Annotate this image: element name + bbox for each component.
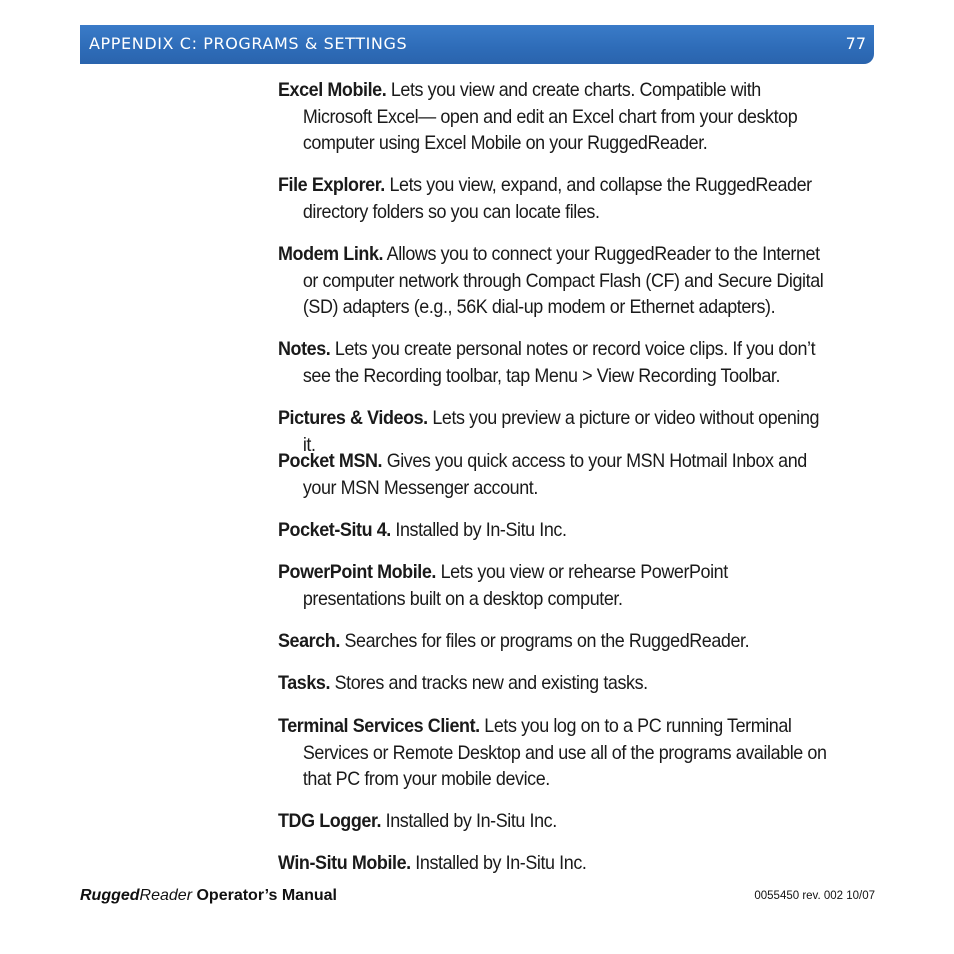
entry-text: Installed by In-Situ Inc.	[390, 519, 567, 541]
entry-term: Excel Mobile.	[278, 79, 387, 101]
entry-text: Installed by In-Situ Inc.	[381, 810, 557, 832]
page-header-title: APPENDIX C: PROGRAMS & SETTINGS	[89, 34, 408, 53]
entry-term: Tasks.	[278, 672, 331, 694]
entry-notes	[278, 336, 830, 389]
page-number: 77	[845, 34, 866, 53]
entry-term: Modem Link.	[278, 243, 384, 265]
footer-manual-label: Operator’s Manual	[192, 887, 337, 904]
entry-term: Pocket-Situ 4.	[278, 519, 391, 541]
entry-term: TDG Logger.	[278, 810, 382, 832]
entry-text: Searches for files or programs on the RuggedReader.	[339, 630, 750, 652]
entry-text: Lets you log on to a PC running Terminal Services or Remote Desktop and use all of the programs available on that PC from your mobile device.	[302, 715, 827, 790]
entry-term: Terminal Services Client.	[278, 715, 480, 737]
entry-term: Pictures & Videos.	[278, 407, 428, 429]
entry-excel-mobile	[278, 77, 830, 157]
entry-text: Gives you quick access to your MSN Hotmail Inbox and your MSN Messenger account.	[302, 450, 807, 499]
entry-term: Pocket MSN.	[278, 450, 383, 472]
entry-tasks	[278, 670, 830, 697]
entry-text: Allows you to connect your RuggedReader to the Internet or computer network through Compact Flash (CF) and Secure Digital (SD) adapters (e.g., 56K dial-up modem or Ethernet adapters).	[302, 243, 824, 318]
entry-text: Lets you preview a picture or video without opening it.	[302, 407, 820, 456]
footer-doc-ref: 0055450 rev. 002 10/07	[754, 890, 875, 902]
footer-brand-reader: Reader	[139, 887, 193, 904]
entry-text: Lets you create personal notes or record voice clips. If you don’t see the Recording toolbar, tap Menu > View Recording Toolbar.	[302, 338, 816, 387]
entry-terminal-services-client	[278, 713, 830, 793]
entry-file-explorer	[278, 172, 830, 225]
entry-text: Lets you view and create charts. Compatible with Microsoft Excel— open and edit an Excel chart from your desktop computer using Excel Mobile on your RuggedReader.	[302, 79, 798, 154]
entry-powerpoint-mobile	[278, 559, 830, 612]
entry-text: Lets you view or rehearse PowerPoint presentations built on a desktop computer.	[302, 561, 728, 610]
entry-text: Lets you view, expand, and collapse the RuggedReader directory folders so you can locate files.	[302, 174, 812, 223]
header-bar	[80, 25, 874, 64]
entry-modem-link	[278, 241, 830, 321]
entry-search	[278, 628, 830, 655]
entry-term: Notes.	[278, 338, 331, 360]
entry-text: Installed by In-Situ Inc.	[410, 852, 587, 874]
entry-term: Search.	[278, 630, 340, 652]
entry-text: Stores and tracks new and existing tasks.	[330, 672, 648, 694]
entry-pocket-situ	[278, 517, 830, 544]
entry-term: PowerPoint Mobile.	[278, 561, 437, 583]
entry-pocket-msn	[278, 448, 830, 501]
footer-manual-title	[80, 887, 337, 905]
entry-tdg-logger	[278, 808, 830, 835]
entry-term: File Explorer.	[278, 174, 385, 196]
entry-term: Win-Situ Mobile.	[278, 852, 411, 874]
footer-brand-rugged: Rugged	[80, 887, 140, 904]
entry-win-situ-mobile	[278, 850, 830, 877]
